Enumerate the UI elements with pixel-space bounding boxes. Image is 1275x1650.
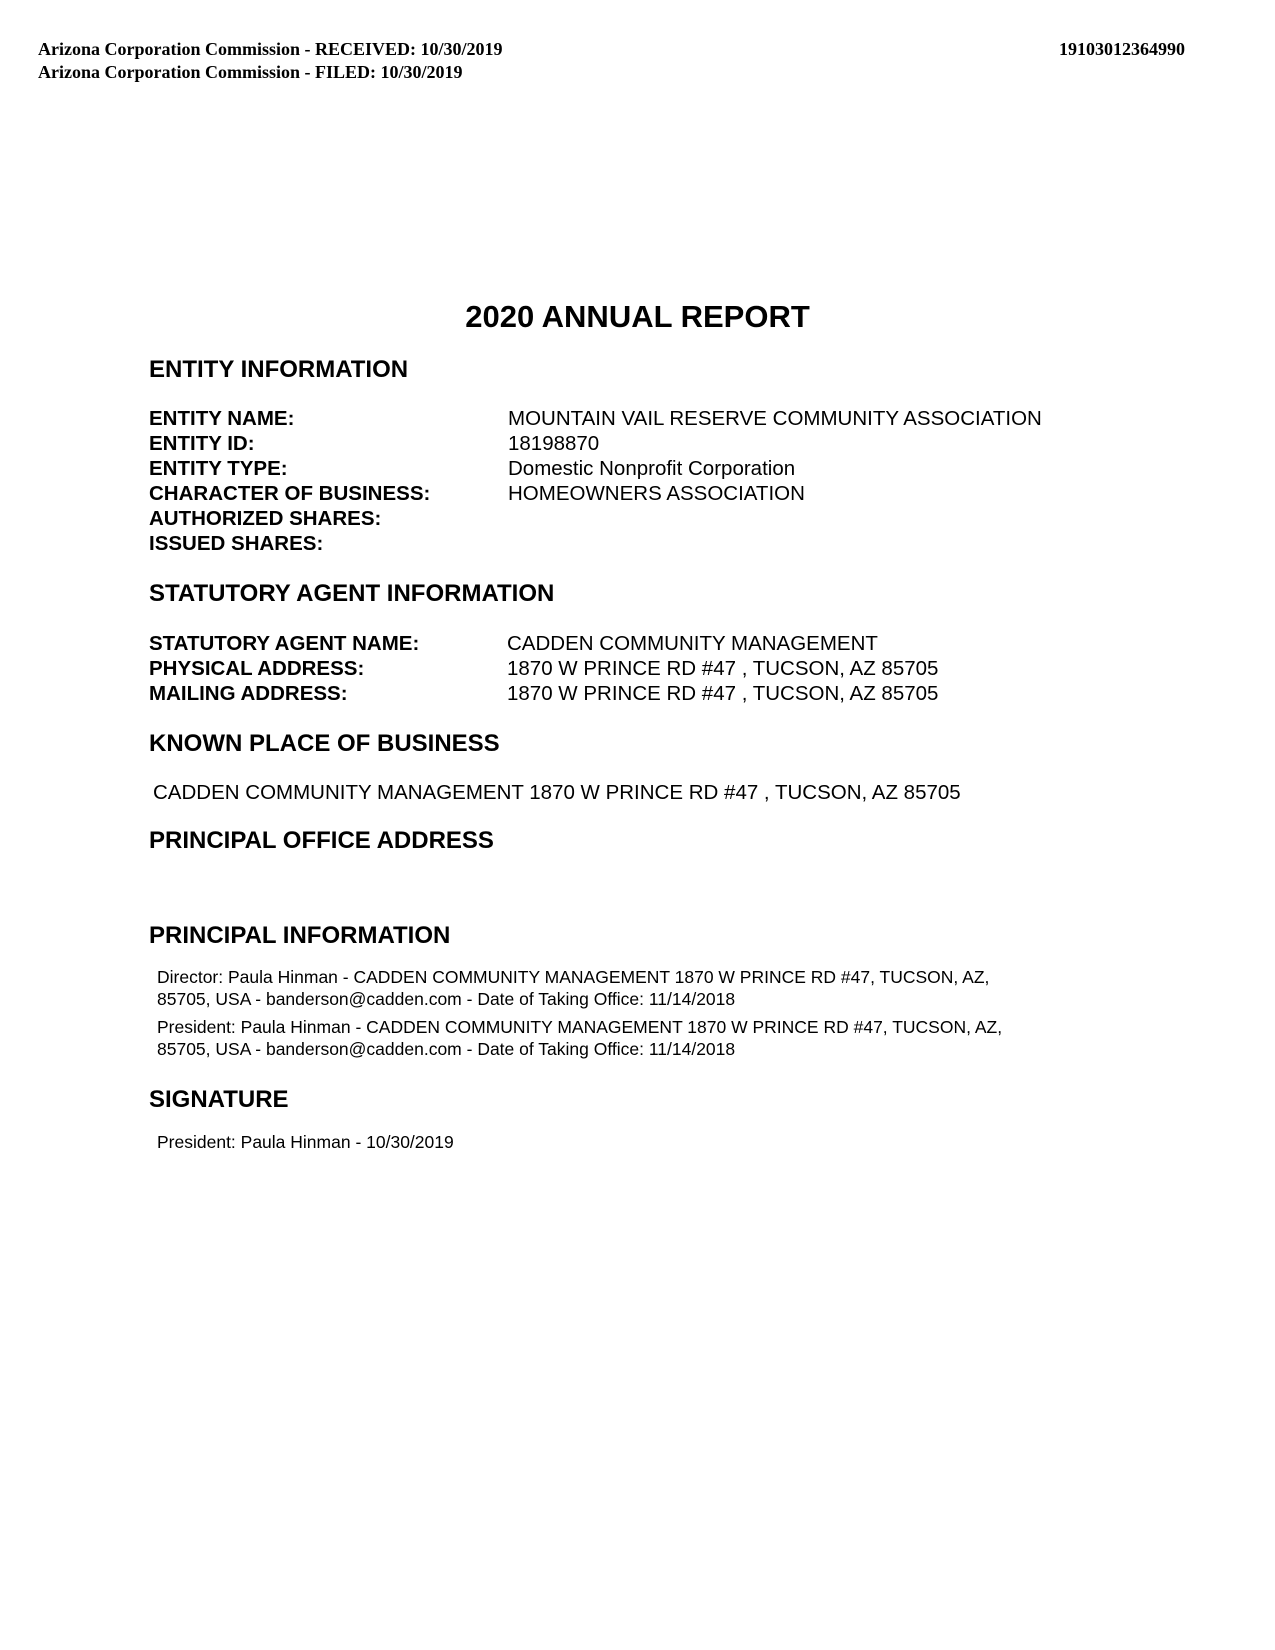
physical-address-value: 1870 W PRINCE RD #47 , TUCSON, AZ 85705 xyxy=(507,657,939,680)
entity-id-value: 18198870 xyxy=(508,432,600,455)
entity-id-label: ENTITY ID: xyxy=(149,432,255,455)
issued-shares-label: ISSUED SHARES: xyxy=(149,532,324,555)
character-of-business-value: HOMEOWNERS ASSOCIATION xyxy=(508,482,805,505)
statutory-agent-heading: STATUTORY AGENT INFORMATION xyxy=(149,580,555,607)
entity-type-label: ENTITY TYPE: xyxy=(149,457,288,480)
known-place-address: CADDEN COMMUNITY MANAGEMENT 1870 W PRINCE RD #47 , TUCSON, AZ 85705 xyxy=(153,781,961,804)
known-place-heading: KNOWN PLACE OF BUSINESS xyxy=(149,730,500,757)
mailing-address-value: 1870 W PRINCE RD #47 , TUCSON, AZ 85705 xyxy=(507,682,939,705)
mailing-address-label: MAILING ADDRESS: xyxy=(149,682,348,705)
signature-heading: SIGNATURE xyxy=(149,1086,289,1113)
report-title: 2020 ANNUAL REPORT xyxy=(465,299,810,334)
principal-entry-line: 85705, USA - banderson@cadden.com - Date of Taking Office: 11/14/2018 xyxy=(157,989,736,1009)
entity-type-value: Domestic Nonprofit Corporation xyxy=(508,457,796,480)
statutory-agent-name-label: STATUTORY AGENT NAME: xyxy=(149,632,420,655)
principal-entry-line: President: Paula Hinman - CADDEN COMMUNITY MANAGEMENT 1870 W PRINCE RD #47, TUCSON, AZ, xyxy=(157,1017,1003,1037)
principal-entry-line: Director: Paula Hinman - CADDEN COMMUNITY MANAGEMENT 1870 W PRINCE RD #47, TUCSON, AZ, xyxy=(157,967,990,987)
character-of-business-label: CHARACTER OF BUSINESS: xyxy=(149,482,431,505)
filed-stamp: Arizona Corporation Commission - FILED: 10/30/2019 xyxy=(38,62,463,82)
statutory-agent-name-value: CADDEN COMMUNITY MANAGEMENT xyxy=(507,632,878,655)
document-number: 19103012364990 xyxy=(1059,39,1185,59)
physical-address-label: PHYSICAL ADDRESS: xyxy=(149,657,365,680)
principal-entry-line: 85705, USA - banderson@cadden.com - Date of Taking Office: 11/14/2018 xyxy=(157,1039,736,1059)
received-stamp: Arizona Corporation Commission - RECEIVED: 10/30/2019 xyxy=(38,39,503,59)
entity-information-heading: ENTITY INFORMATION xyxy=(149,356,409,383)
signature-text: President: Paula Hinman - 10/30/2019 xyxy=(157,1132,454,1152)
entity-name-value: MOUNTAIN VAIL RESERVE COMMUNITY ASSOCIATION xyxy=(508,407,1042,430)
entity-name-label: ENTITY NAME: xyxy=(149,407,295,430)
principal-information-heading: PRINCIPAL INFORMATION xyxy=(149,922,451,949)
authorized-shares-label: AUTHORIZED SHARES: xyxy=(149,507,382,530)
principal-office-heading: PRINCIPAL OFFICE ADDRESS xyxy=(149,827,494,854)
